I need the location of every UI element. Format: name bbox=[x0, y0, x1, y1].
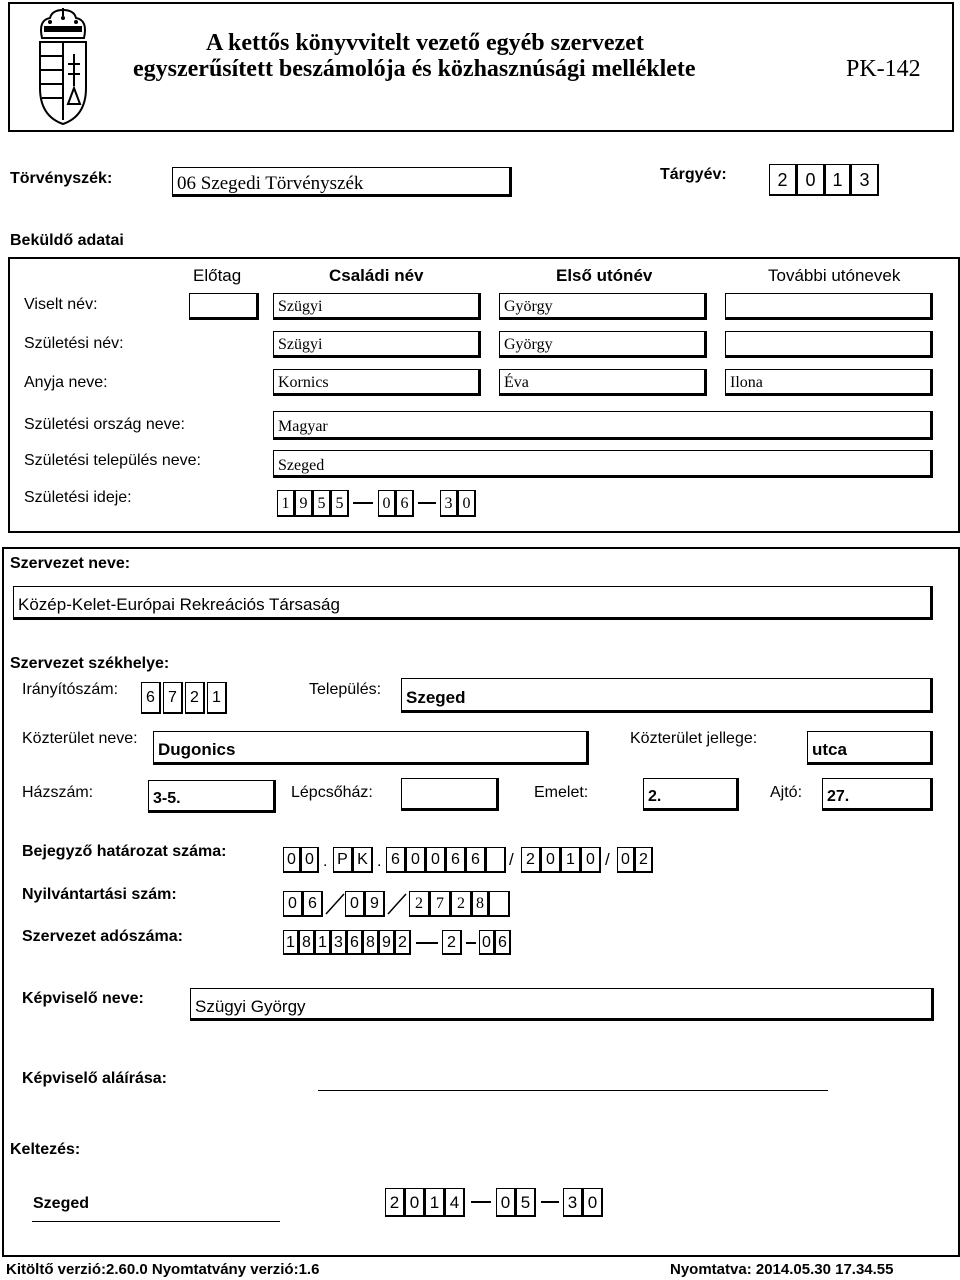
door-field[interactable]: 27. bbox=[822, 778, 933, 811]
birth-name-label: Születési név: bbox=[24, 335, 124, 352]
reg-decision-dot: . bbox=[323, 853, 328, 870]
birth-date-label: Születési ideje: bbox=[24, 489, 132, 506]
coat-of-arms-icon bbox=[30, 8, 96, 126]
reg-decision-char[interactable] bbox=[486, 847, 506, 873]
form-code: PK-142 bbox=[846, 56, 921, 82]
org-name-field[interactable]: Közép-Kelet-Európai Rekreációs Társaság bbox=[13, 586, 933, 620]
zip-label: Irányítószám: bbox=[22, 681, 119, 698]
reg-number-slash-icon bbox=[387, 893, 407, 915]
reg-number-slash-icon bbox=[325, 893, 345, 915]
reg-number-char[interactable]: 2 bbox=[409, 891, 430, 917]
dated-digit[interactable]: 0 bbox=[496, 1188, 516, 1217]
stair-label: Lépcsőház: bbox=[291, 784, 373, 801]
col-prefix-header: Előtag bbox=[193, 266, 242, 285]
used-name-label: Viselt név: bbox=[24, 296, 98, 313]
reg-decision-dot: . bbox=[377, 853, 382, 870]
rep-name-label: Képviselő neve: bbox=[22, 990, 144, 1007]
used-name-more[interactable] bbox=[725, 293, 933, 320]
street-type-label: Közterület jellege: bbox=[630, 730, 758, 747]
birth-city-label: Születési település neve: bbox=[24, 452, 201, 469]
reg-number-char[interactable]: 8 bbox=[472, 891, 489, 917]
reg-decision-char[interactable]: 6 bbox=[386, 847, 406, 873]
used-name-family[interactable]: Szügyi bbox=[273, 293, 481, 320]
org-name-label: Szervezet neve: bbox=[10, 555, 131, 572]
birth-date-digit[interactable]: 5 bbox=[313, 490, 331, 517]
reg-decision-char[interactable]: 0 bbox=[581, 847, 601, 873]
zip-digit[interactable]: 1 bbox=[207, 682, 227, 714]
tax-separator bbox=[466, 942, 476, 944]
zip-digit[interactable]: 7 bbox=[163, 682, 183, 714]
birth-name-first[interactable]: György bbox=[499, 331, 707, 358]
reg-number-char[interactable]: 0 bbox=[283, 891, 303, 917]
reg-decision-char[interactable]: P bbox=[333, 847, 353, 873]
col-family-header: Családi név bbox=[329, 266, 424, 285]
birth-name-more[interactable] bbox=[725, 331, 933, 358]
dated-digit[interactable]: 2 bbox=[385, 1188, 405, 1217]
year-digit[interactable]: 2 bbox=[769, 164, 797, 196]
birth-date-digit[interactable]: 6 bbox=[396, 490, 414, 517]
reg-decision-char[interactable]: 0 bbox=[406, 847, 426, 873]
floor-field[interactable]: 2. bbox=[643, 778, 739, 811]
footer-printed: Nyomtatva: 2014.05.30 17.34.55 bbox=[670, 1261, 894, 1278]
dated-digit[interactable]: 4 bbox=[445, 1188, 465, 1217]
reg-decision-char[interactable]: 2 bbox=[635, 847, 653, 873]
reg-decision-slash: / bbox=[605, 850, 610, 869]
used-name-prefix[interactable] bbox=[189, 293, 259, 320]
birth-date-digit[interactable]: 9 bbox=[295, 490, 313, 517]
reg-decision-char[interactable]: 0 bbox=[301, 847, 319, 873]
rep-signature-label: Képviselő aláírása: bbox=[22, 1070, 167, 1087]
form-title-line2: egyszerűsített beszámolója és közhasznúsági melléklete bbox=[133, 56, 696, 82]
birth-date-digit[interactable]: 3 bbox=[440, 490, 458, 517]
city-label: Település: bbox=[309, 681, 382, 698]
date-separator bbox=[541, 1201, 559, 1203]
reg-number-char[interactable]: 6 bbox=[303, 891, 323, 917]
reg-decision-char[interactable]: 0 bbox=[426, 847, 446, 873]
birth-city-field[interactable]: Szeged bbox=[273, 450, 933, 478]
reg-number-char[interactable]: 7 bbox=[430, 891, 451, 917]
birth-name-family[interactable]: Szügyi bbox=[273, 331, 481, 358]
zip-digit[interactable]: 2 bbox=[185, 682, 205, 714]
year-digit[interactable]: 0 bbox=[797, 164, 825, 196]
stair-field[interactable] bbox=[401, 778, 499, 811]
reg-decision-char[interactable]: K bbox=[353, 847, 373, 873]
reg-decision-char[interactable]: 0 bbox=[283, 847, 301, 873]
reg-decision-char[interactable]: 2 bbox=[521, 847, 541, 873]
tax-digit[interactable]: 1 bbox=[283, 930, 299, 955]
reg-decision-char[interactable]: 0 bbox=[541, 847, 561, 873]
col-more-header: További utónevek bbox=[768, 266, 901, 285]
street-field[interactable]: Dugonics bbox=[153, 731, 589, 765]
date-separator bbox=[418, 502, 436, 504]
birth-country-label: Születési ország neve: bbox=[24, 416, 185, 433]
reg-decision-char[interactable]: 0 bbox=[617, 847, 635, 873]
reg-number-char[interactable] bbox=[489, 891, 510, 917]
city-field[interactable]: Szeged bbox=[401, 678, 933, 713]
tax-digit[interactable]: 9 bbox=[379, 930, 395, 955]
reg-decision-char[interactable]: 1 bbox=[561, 847, 581, 873]
year-label: Tárgyév: bbox=[660, 166, 727, 183]
mother-more[interactable]: Ilona bbox=[725, 369, 933, 396]
reg-decision-char[interactable]: 6 bbox=[446, 847, 466, 873]
birth-date-digit[interactable]: 1 bbox=[277, 490, 295, 517]
court-label: Törvényszék: bbox=[10, 170, 113, 187]
tax-digit[interactable]: 3 bbox=[331, 930, 347, 955]
dated-digit[interactable]: 0 bbox=[405, 1188, 425, 1217]
floor-label: Emelet: bbox=[534, 784, 589, 801]
org-seat-label: Szervezet székhelye: bbox=[10, 655, 170, 672]
footer-version: Kitöltő verzió:2.60.0 Nyomtatvány verzió:1.6 bbox=[6, 1261, 320, 1278]
reg-decision-char[interactable]: 6 bbox=[466, 847, 486, 873]
tax-digit[interactable]: 6 bbox=[347, 930, 363, 955]
tax-digit[interactable]: 2 bbox=[395, 930, 411, 955]
tax-separator bbox=[416, 942, 438, 944]
year-digit[interactable]: 1 bbox=[825, 164, 851, 196]
dated-place: Szeged bbox=[33, 1195, 90, 1212]
mother-family[interactable]: Kornics bbox=[273, 369, 481, 396]
reg-decision-label: Bejegyző határozat száma: bbox=[22, 843, 227, 860]
dated-label: Keltezés: bbox=[10, 1141, 81, 1158]
street-label: Közterület neve: bbox=[22, 730, 138, 747]
reg-number-char[interactable]: 2 bbox=[451, 891, 472, 917]
street-type-field[interactable]: utca bbox=[807, 731, 933, 765]
col-first-header: Első utónév bbox=[556, 266, 653, 285]
dated-place-line bbox=[32, 1221, 280, 1222]
birth-date-digit[interactable]: 5 bbox=[331, 490, 349, 517]
mother-first[interactable]: Éva bbox=[499, 369, 707, 396]
date-separator bbox=[353, 502, 373, 504]
court-field[interactable]: 06 Szegedi Törvényszék bbox=[172, 167, 512, 197]
sender-section-title: Beküldő adatai bbox=[10, 232, 124, 249]
house-field[interactable]: 3-5. bbox=[148, 780, 276, 813]
reg-number-label: Nyilvántartási szám: bbox=[22, 886, 177, 903]
form-title-line1: A kettős könyvvitelt vezető egyéb szervezet bbox=[206, 30, 644, 56]
reg-number-char[interactable]: 9 bbox=[365, 891, 385, 917]
dated-digit[interactable]: 0 bbox=[583, 1188, 603, 1217]
zip-digit[interactable]: 6 bbox=[141, 682, 161, 714]
tax-number-label: Szervezet adószáma: bbox=[22, 928, 183, 945]
dated-digit[interactable]: 1 bbox=[425, 1188, 445, 1217]
mother-name-label: Anyja neve: bbox=[24, 374, 108, 391]
door-label: Ajtó: bbox=[770, 784, 803, 801]
year-digit[interactable]: 3 bbox=[851, 164, 879, 196]
birth-date-digit[interactable]: 0 bbox=[378, 490, 396, 517]
house-label: Házszám: bbox=[22, 784, 94, 801]
dated-digit[interactable]: 3 bbox=[563, 1188, 583, 1217]
tax-digit[interactable]: 8 bbox=[299, 930, 315, 955]
dated-digit[interactable]: 5 bbox=[516, 1188, 536, 1217]
tax-digit[interactable]: 6 bbox=[495, 930, 511, 955]
used-name-first[interactable]: György bbox=[499, 293, 707, 320]
signature-line[interactable] bbox=[318, 1090, 828, 1091]
birth-country-field[interactable]: Magyar bbox=[273, 411, 933, 440]
reg-decision-slash: / bbox=[509, 850, 514, 869]
tax-digit[interactable]: 0 bbox=[479, 930, 495, 955]
tax-digit[interactable]: 1 bbox=[315, 930, 331, 955]
tax-digit[interactable]: 8 bbox=[363, 930, 379, 955]
tax-digit[interactable]: 2 bbox=[442, 930, 462, 955]
birth-date-digit[interactable]: 0 bbox=[458, 490, 476, 517]
date-separator bbox=[471, 1201, 491, 1203]
reg-number-char[interactable]: 0 bbox=[345, 891, 365, 917]
rep-name-field[interactable]: Szügyi György bbox=[190, 988, 934, 1021]
